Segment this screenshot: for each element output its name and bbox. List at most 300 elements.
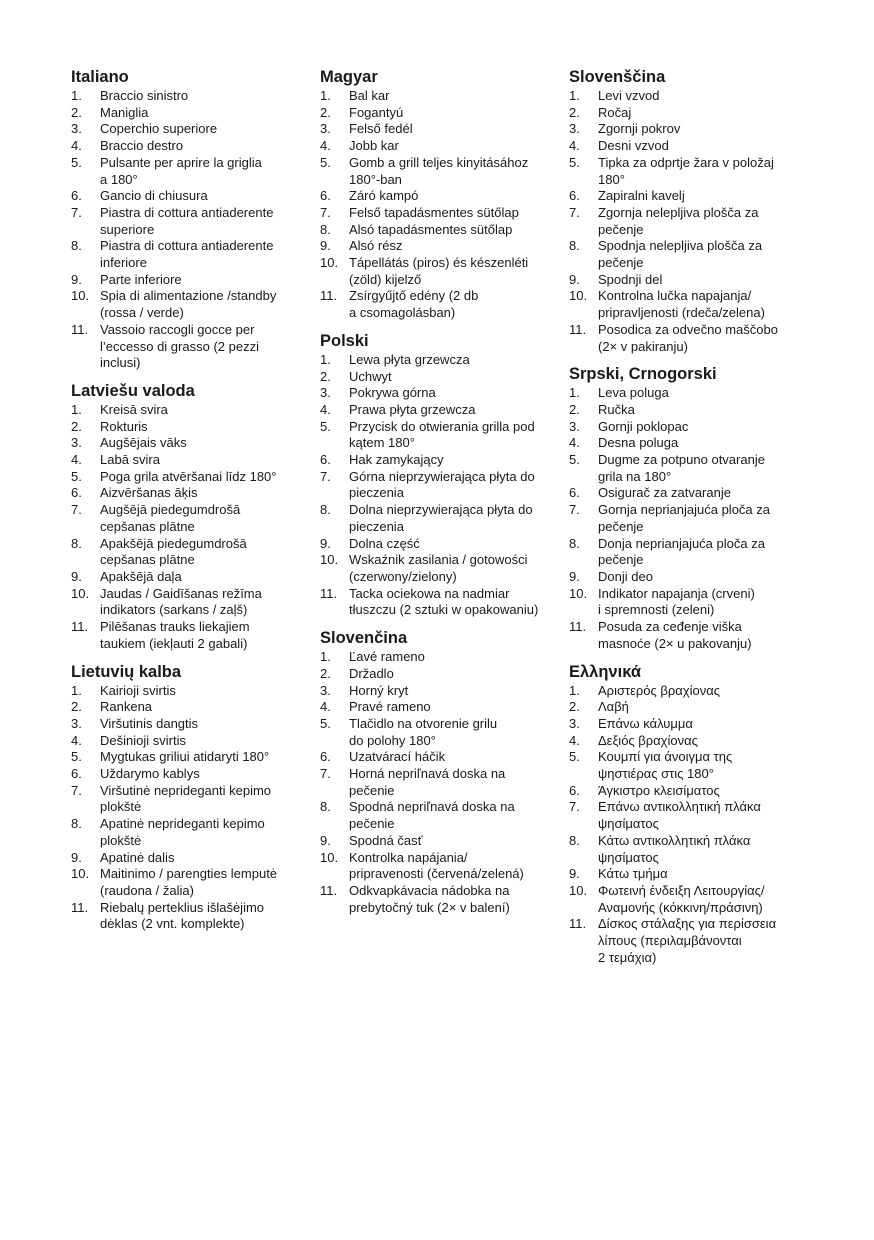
list-item — [569, 238, 809, 271]
item-text — [598, 683, 809, 700]
list-item — [569, 749, 809, 782]
section-title: Slovenčina — [320, 629, 408, 648]
item-text — [100, 683, 311, 700]
item-number: 7. — [71, 502, 82, 518]
item-text-line: Spodná nepriľnavá doska na — [349, 799, 515, 815]
list-item — [569, 485, 809, 502]
item-text — [349, 155, 560, 188]
item-text-line: Spia di alimentazione /standby — [100, 288, 277, 304]
item-number: 5. — [569, 154, 580, 170]
item-text — [349, 121, 560, 138]
item-number: 11. — [320, 882, 338, 898]
item-text-line: Fogantyú — [349, 104, 404, 120]
item-text-line: Zgornji pokrov — [598, 121, 681, 137]
item-text — [100, 866, 311, 899]
item-text-line: Coperchio superiore — [100, 121, 218, 137]
item-number: 1. — [320, 88, 331, 103]
list-item — [569, 88, 809, 105]
list-item — [320, 716, 560, 749]
list-item — [320, 699, 560, 716]
item-number: 8. — [320, 502, 331, 518]
item-number: 10. — [569, 882, 588, 898]
item-text-line: kątem 180° — [349, 435, 415, 451]
list-item — [71, 121, 311, 138]
language-section — [71, 661, 311, 934]
item-number: 2. — [320, 368, 331, 384]
item-number: 1. — [569, 88, 580, 103]
item-text-line: Ľavé rameno — [349, 649, 425, 665]
list-item — [320, 255, 560, 288]
list-item — [71, 88, 311, 105]
item-text — [100, 272, 311, 289]
list-item — [569, 155, 809, 188]
list-item — [320, 452, 560, 469]
item-text — [598, 205, 809, 238]
list-item — [320, 238, 560, 255]
item-text-line: cepšanas plātne — [100, 518, 195, 534]
item-text — [598, 288, 809, 321]
list-item — [71, 435, 311, 452]
list-item — [320, 188, 560, 205]
item-text-line: Maitinimo / parengties lemputė — [100, 866, 278, 882]
item-number: 1. — [320, 649, 331, 665]
item-text — [349, 385, 560, 402]
item-number: 9. — [320, 238, 331, 254]
item-text — [598, 716, 809, 733]
list-item — [320, 121, 560, 138]
item-number: 9. — [71, 271, 82, 287]
item-text-line: Horný kryt — [349, 682, 409, 698]
item-text-line: Gornji poklopac — [598, 418, 689, 434]
list-item — [569, 502, 809, 535]
item-text — [349, 452, 560, 469]
item-number: 4. — [320, 401, 331, 417]
item-text — [598, 138, 809, 155]
item-text-line: ψησίματος — [598, 849, 659, 865]
item-text-line: Desni vzvod — [598, 138, 669, 154]
item-number: 9. — [320, 832, 331, 848]
list-item — [569, 272, 809, 289]
item-text — [100, 716, 311, 733]
item-text-line: pečenie — [349, 782, 395, 798]
item-number: 11. — [320, 585, 338, 601]
item-text-line: Desna poluga — [598, 435, 679, 451]
item-text — [100, 121, 311, 138]
item-text-line: Mygtukas griliui atidaryti 180° — [100, 749, 270, 765]
list-item — [71, 205, 311, 238]
list-item — [71, 419, 311, 436]
item-number: 11. — [569, 916, 587, 932]
item-text-line: (2× v pakiranju) — [598, 338, 688, 354]
item-number: 9. — [569, 866, 580, 882]
list-item — [320, 402, 560, 419]
item-text-line: dėklas (2 vnt. komplekte) — [100, 916, 245, 932]
item-text — [349, 369, 560, 386]
item-text-line: Φωτεινή ένδειξη Λειτουργίας/ — [598, 882, 765, 898]
item-text-line: Držadlo — [349, 665, 394, 681]
item-text-line: Uždarymo kablys — [100, 766, 200, 782]
item-text — [349, 749, 560, 766]
list-item — [569, 288, 809, 321]
item-text-line: pripravenosti (červená/zelená) — [349, 866, 524, 882]
list-item — [569, 916, 809, 966]
item-number: 2. — [569, 401, 580, 417]
parts-list — [71, 683, 311, 934]
list-item — [320, 502, 560, 535]
parts-list — [569, 683, 809, 967]
list-item — [569, 121, 809, 138]
item-text-line: masnoće (2× u pakovanju) — [598, 635, 752, 651]
item-number: 9. — [569, 271, 580, 287]
list-item — [71, 619, 311, 652]
item-text-line: Dugme za potpuno otvaranje — [598, 452, 765, 468]
item-text — [100, 138, 311, 155]
list-item — [320, 799, 560, 832]
item-text — [100, 402, 311, 419]
item-number: 11. — [71, 321, 89, 337]
list-item — [320, 683, 560, 700]
parts-list — [320, 649, 560, 916]
item-number: 8. — [71, 535, 82, 551]
item-text-line: Pulsante per aprire la griglia — [100, 154, 262, 170]
item-number: 8. — [320, 221, 331, 237]
item-text-line: indikators (sarkans / zaļš) — [100, 602, 248, 618]
item-text-line: (rossa / verde) — [100, 305, 184, 321]
item-text — [100, 749, 311, 766]
item-text-line: Tipka za odprtje žara v položaj — [598, 154, 774, 170]
item-text-line: Osigurač za zatvaranje — [598, 485, 731, 501]
item-text-line: Δεξιός βραχίονας — [598, 732, 698, 748]
item-text-line: Donja neprianjajuća ploča za — [598, 535, 765, 551]
item-text-line: Parte inferiore — [100, 271, 182, 287]
item-text-line: Δίσκος στάλαξης για περίσσεια — [598, 916, 777, 932]
item-text-line: Posodica za odvečno maščobo — [598, 321, 778, 337]
list-item — [71, 105, 311, 122]
item-number: 4. — [71, 452, 82, 468]
section-title: Srpski, Crnogorski — [569, 365, 717, 384]
language-section — [569, 66, 809, 355]
list-item — [71, 469, 311, 486]
section-title: Polski — [320, 331, 369, 350]
item-text-line: pečenje — [598, 552, 644, 568]
item-text-line: a csomagolásban) — [349, 305, 456, 321]
list-item — [569, 105, 809, 122]
item-text-line: Rankena — [100, 699, 153, 715]
language-section — [320, 330, 560, 619]
item-number: 2. — [569, 699, 580, 715]
item-text — [349, 699, 560, 716]
item-text — [349, 502, 560, 535]
item-text — [598, 916, 809, 966]
item-text — [349, 666, 560, 683]
item-number: 4. — [569, 732, 580, 748]
list-item — [320, 205, 560, 222]
item-text — [598, 699, 809, 716]
list-item — [320, 766, 560, 799]
list-item — [569, 569, 809, 586]
item-text-line: Αριστερός βραχίονας — [598, 682, 721, 698]
item-number: 1. — [569, 682, 580, 698]
column-2 — [320, 66, 560, 924]
item-text — [349, 536, 560, 553]
item-text-line: l’eccesso di grasso (2 pezzi — [100, 338, 259, 354]
item-number: 10. — [320, 552, 339, 568]
item-text-line: Pravé rameno — [349, 699, 431, 715]
section-title: Latviešu valoda — [71, 381, 195, 400]
item-text-line: Αναμονής (κόκκινη/πράσινη) — [598, 899, 763, 915]
item-text-line: ψησίματος — [598, 816, 659, 832]
item-text — [349, 222, 560, 239]
item-number: 3. — [569, 418, 580, 434]
list-item — [569, 385, 809, 402]
item-text — [598, 783, 809, 800]
section-title: Magyar — [320, 68, 378, 86]
list-item — [71, 402, 311, 419]
item-text-line: Ručka — [598, 401, 635, 417]
list-item — [71, 816, 311, 849]
item-number: 10. — [71, 288, 90, 304]
item-text — [100, 419, 311, 436]
section-title: Ελληνικά — [569, 662, 641, 681]
item-text — [598, 188, 809, 205]
item-text-line: Górna nieprzywierająca płyta do — [349, 468, 535, 484]
item-text — [100, 155, 311, 188]
item-text-line: Άγκιστρο κλεισίματος — [598, 782, 720, 798]
item-number: 5. — [71, 154, 82, 170]
item-text — [100, 900, 311, 933]
list-item — [569, 138, 809, 155]
item-text-line: Braccio destro — [100, 138, 184, 154]
item-number: 8. — [71, 238, 82, 254]
item-text-line: (czerwony/zielony) — [349, 568, 457, 584]
parts-list — [569, 385, 809, 652]
item-text-line: Κουμπί για άνοιγμα της — [598, 749, 733, 765]
item-text — [100, 783, 311, 816]
item-text-line: Kairioji svirtis — [100, 682, 176, 698]
item-text — [100, 586, 311, 619]
item-text-line: pečenje — [598, 221, 644, 237]
item-number: 5. — [569, 452, 580, 468]
list-item — [71, 783, 311, 816]
item-text-line: Spodnji del — [598, 271, 663, 287]
item-number: 10. — [569, 585, 588, 601]
list-item — [569, 683, 809, 700]
item-text — [349, 716, 560, 749]
parts-list — [320, 352, 560, 619]
item-number: 3. — [71, 435, 82, 451]
item-number: 3. — [320, 121, 331, 137]
list-item — [320, 288, 560, 321]
item-number: 3. — [320, 682, 331, 698]
item-number: 6. — [320, 188, 331, 204]
item-number: 5. — [71, 468, 82, 484]
list-item — [569, 833, 809, 866]
item-text — [100, 569, 311, 586]
item-text-line: Zgornja nelepljiva plošča za — [598, 204, 759, 220]
item-text — [598, 238, 809, 271]
list-item — [71, 288, 311, 321]
item-number: 4. — [569, 138, 580, 154]
item-text-line: Uchwyt — [349, 368, 392, 384]
section-title: Lietuvių kalba — [71, 662, 182, 681]
item-text — [100, 238, 311, 271]
list-item — [71, 502, 311, 535]
item-number: 5. — [71, 749, 82, 765]
list-item — [320, 833, 560, 850]
item-text-line: Przycisk do otwierania grilla pod — [349, 418, 535, 434]
item-text-line: Poga grila atvēršanai līdz 180° — [100, 468, 277, 484]
list-item — [71, 683, 311, 700]
item-text — [598, 536, 809, 569]
item-text — [349, 288, 560, 321]
item-number: 2. — [71, 104, 82, 120]
list-item — [71, 850, 311, 867]
item-number: 4. — [71, 138, 82, 154]
item-text — [100, 105, 311, 122]
item-number: 7. — [320, 468, 331, 484]
item-text-line: λίπους (περιλαμβάνονται — [598, 933, 742, 949]
item-number: 5. — [320, 154, 331, 170]
column-1 — [71, 66, 311, 941]
item-text — [598, 619, 809, 652]
item-text — [598, 121, 809, 138]
item-text — [349, 402, 560, 419]
item-number: 1. — [320, 351, 331, 367]
item-text-line: pripravljenosti (rdeča/zelena) — [598, 305, 765, 321]
list-item — [320, 138, 560, 155]
item-text-line: Tlačidlo na otvorenie grilu — [349, 715, 498, 731]
item-text-line: Uzatvárací háčik — [349, 749, 446, 765]
item-text — [598, 105, 809, 122]
item-number: 6. — [569, 188, 580, 204]
item-text-line: prebytočný tuk (2× v balení) — [349, 899, 510, 915]
language-section — [320, 66, 560, 322]
column-3 — [569, 66, 809, 974]
item-number: 11. — [569, 619, 587, 635]
item-text — [598, 88, 809, 105]
item-text — [100, 766, 311, 783]
item-text-line: Posuda za ceđenje viška — [598, 619, 742, 635]
item-number: 5. — [320, 715, 331, 731]
item-number: 4. — [320, 138, 331, 154]
item-number: 9. — [71, 568, 82, 584]
item-text — [598, 866, 809, 883]
language-section — [71, 380, 311, 653]
list-item — [71, 900, 311, 933]
list-item — [71, 138, 311, 155]
item-number: 3. — [569, 121, 580, 137]
item-text-line: Spodná časť — [349, 832, 423, 848]
list-item — [71, 485, 311, 502]
item-text-line: Bal kar — [349, 88, 390, 103]
item-text — [349, 238, 560, 255]
item-number: 10. — [71, 585, 90, 601]
item-text-line: grila na 180° — [598, 468, 672, 484]
item-text — [598, 155, 809, 188]
list-item — [71, 586, 311, 619]
item-text — [598, 485, 809, 502]
item-text — [598, 452, 809, 485]
item-text-line: Apatinė neprideganti kepimo — [100, 816, 265, 832]
list-item — [569, 733, 809, 750]
list-item — [320, 369, 560, 386]
item-text-line: Επάνω αντικολλητική πλάκα — [598, 799, 761, 815]
item-number: 3. — [320, 385, 331, 401]
item-number: 2. — [569, 104, 580, 120]
item-text-line: Felső fedél — [349, 121, 413, 137]
item-text — [100, 502, 311, 535]
item-text-line: Gornja neprianjajuća ploča za — [598, 502, 770, 518]
item-text — [100, 619, 311, 652]
list-item — [320, 649, 560, 666]
list-item — [569, 419, 809, 436]
item-number: 3. — [71, 121, 82, 137]
item-number: 1. — [71, 88, 82, 103]
item-number: 9. — [71, 849, 82, 865]
list-item — [569, 783, 809, 800]
item-number: 7. — [569, 502, 580, 518]
list-item — [320, 586, 560, 619]
list-item — [320, 385, 560, 402]
item-text — [598, 385, 809, 402]
item-text-line: Gancio di chiusura — [100, 188, 208, 204]
item-text-line: Tacka ociekowa na nadmiar — [349, 585, 510, 601]
item-text-line: taukiem (iekļauti 2 gabali) — [100, 635, 248, 651]
item-text — [349, 88, 560, 105]
item-text-line: Augšējais vāks — [100, 435, 187, 451]
list-item — [71, 536, 311, 569]
parts-list — [71, 402, 311, 653]
item-text — [598, 402, 809, 419]
item-number: 9. — [320, 535, 331, 551]
item-text — [349, 883, 560, 916]
item-text-line: Rokturis — [100, 418, 148, 434]
item-text — [598, 435, 809, 452]
list-item — [569, 452, 809, 485]
list-item — [71, 866, 311, 899]
item-text-line: pieczenia — [349, 485, 404, 501]
item-text-line: ψηστιέρας στις 180° — [598, 766, 714, 782]
item-text — [349, 105, 560, 122]
item-text-line: Vassoio raccogli gocce per — [100, 321, 255, 337]
item-text — [349, 850, 560, 883]
item-text-line: Kontrolna lučka napajanja/ — [598, 288, 752, 304]
item-number: 3. — [71, 715, 82, 731]
item-text-line: pieczenia — [349, 518, 404, 534]
list-item — [569, 322, 809, 355]
item-text — [100, 188, 311, 205]
list-item — [569, 402, 809, 419]
list-item — [569, 619, 809, 652]
item-number: 7. — [569, 799, 580, 815]
item-text-line: Odkvapkávacia nádobka na — [349, 882, 510, 898]
item-number: 11. — [569, 321, 587, 337]
item-text-line: Riebalų perteklius išlašėjimo — [100, 899, 265, 915]
item-text-line: Επάνω κάλυμμα — [598, 715, 693, 731]
item-text-line: Piastra di cottura antiaderente — [100, 204, 274, 220]
list-item — [71, 155, 311, 188]
item-text — [349, 469, 560, 502]
item-text — [349, 683, 560, 700]
item-text-line: plokštė — [100, 799, 142, 815]
item-text — [100, 452, 311, 469]
list-item — [569, 866, 809, 883]
item-text — [100, 435, 311, 452]
list-item — [320, 666, 560, 683]
list-item — [320, 222, 560, 239]
item-number: 9. — [569, 568, 580, 584]
item-text-line: i spremnosti (zeleni) — [598, 602, 715, 618]
